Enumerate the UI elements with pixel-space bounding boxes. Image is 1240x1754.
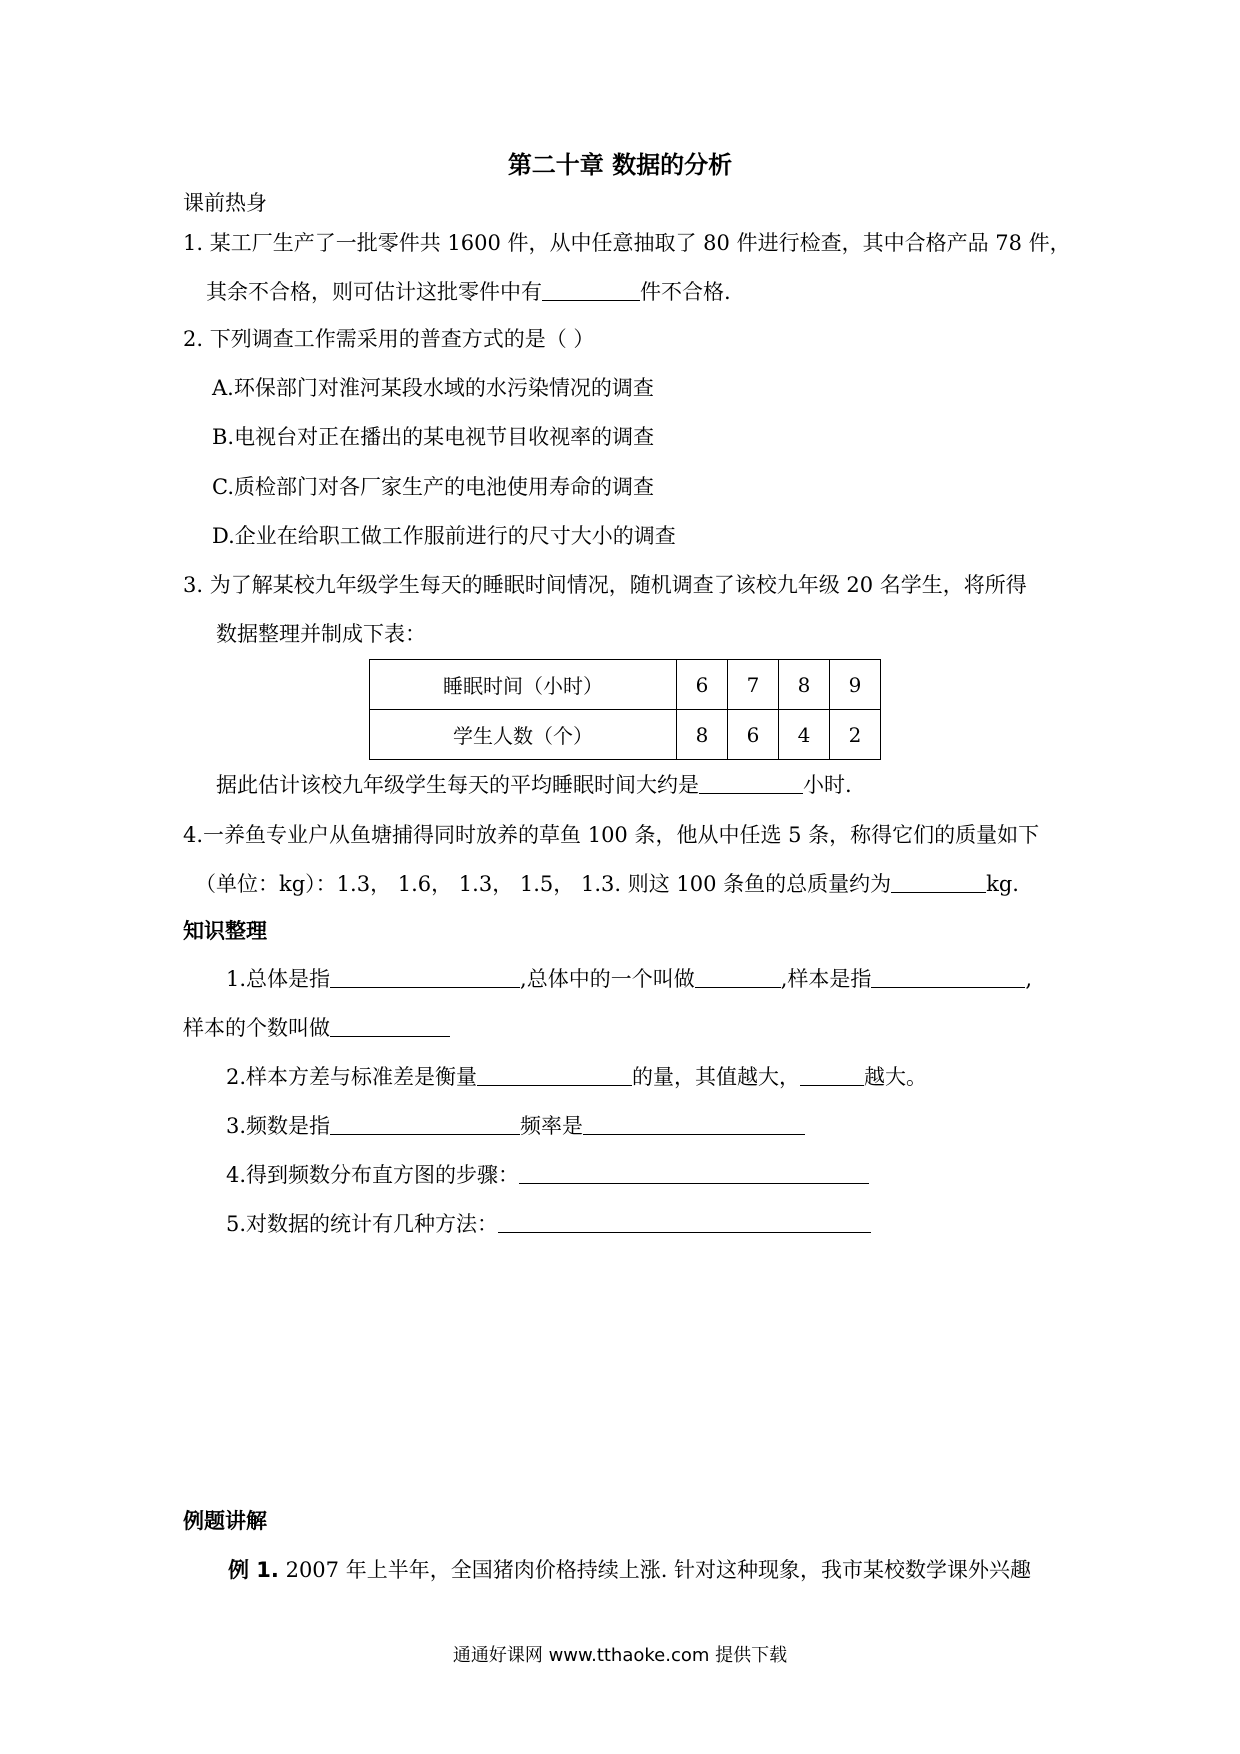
- k2-blank-larger[interactable]: [800, 1065, 864, 1086]
- k1-text-a: 1.总体是指: [226, 967, 331, 991]
- q2-option-b: B.电视台对正在播出的某电视节目收视率的调查: [212, 425, 655, 449]
- k3-text-a: 3.频数是指: [226, 1114, 331, 1138]
- q4-line2: [195, 871, 1019, 897]
- table-row-header-sleep-hours: 睡眠时间（小时）: [370, 660, 677, 710]
- q2-option-a: A.环保部门对淮河某段水域的水污染情况的调查: [212, 376, 654, 400]
- k1-blank-individual[interactable]: [695, 967, 781, 988]
- k1-text-e: 样本的个数叫做: [183, 1016, 330, 1040]
- k5-text: 5.对数据的统计有几种方法：: [226, 1212, 499, 1236]
- table-cell: 2: [830, 710, 881, 760]
- table-cell: 6: [677, 660, 728, 710]
- k2-line: [226, 1064, 927, 1090]
- q3-line2: 数据整理并制成下表：: [216, 622, 426, 646]
- table-cell: 8: [677, 710, 728, 760]
- q1-line2: [206, 279, 731, 305]
- q3-answer-blank[interactable]: [699, 773, 803, 794]
- q4-answer-blank[interactable]: [891, 872, 986, 893]
- q1-answer-blank[interactable]: [542, 280, 640, 301]
- k2-text-b: 的量，其值越大，: [632, 1065, 801, 1089]
- q3-line1: 3. 为了解某校九年级学生每天的睡眠时间情况，随机调查了该校九年级 20 名学生，将所得: [183, 573, 1027, 597]
- table-cell: 9: [830, 660, 881, 710]
- example-1-text: 2007 年上半年，全国猪肉价格持续上涨. 针对这种现象，我市某校数学课外兴趣: [278, 1558, 1032, 1582]
- k1-text-b: ,总体中的一个叫做: [520, 967, 695, 991]
- q3-text-a: 据此估计该校九年级学生每天的平均睡眠时间大约是: [216, 773, 699, 797]
- page-footer: 通通好课网 www.tthaoke.com 提供下载: [452, 1645, 788, 1666]
- k4-blank-steps[interactable]: [519, 1163, 869, 1184]
- sleep-time-table: [369, 659, 881, 760]
- k3-line: [226, 1113, 805, 1139]
- k1-text-d: ,: [1025, 967, 1033, 991]
- table-cell: 8: [779, 660, 830, 710]
- k3-blank-frequency[interactable]: [330, 1114, 520, 1135]
- k1-line2: [183, 1015, 450, 1041]
- table-cell: 4: [779, 710, 830, 760]
- k2-text-c: 越大。: [864, 1065, 928, 1089]
- k3-blank-relative-frequency[interactable]: [583, 1114, 805, 1135]
- table-cell: 7: [728, 660, 779, 710]
- k1-text-c: ,样本是指: [780, 967, 872, 991]
- k1-line: [226, 966, 1032, 992]
- page-title: 第二十章 数据的分析: [507, 151, 733, 179]
- q1-line1: 1. 某工厂生产了一批零件共 1600 件，从中任意抽取了 80 件进行检查，其中合格产品 78 件，: [183, 231, 1071, 255]
- k5-line: [226, 1211, 871, 1237]
- k1-blank-sample-size[interactable]: [330, 1016, 450, 1037]
- k1-blank-sample[interactable]: [871, 967, 1025, 988]
- k5-blank-methods[interactable]: [498, 1212, 871, 1233]
- k4-line: [226, 1162, 869, 1188]
- table-cell: 6: [728, 710, 779, 760]
- q3-line3: [216, 772, 852, 798]
- q2-option-c: C.质检部门对各厂家生产的电池使用寿命的调查: [212, 475, 654, 499]
- example-1: [228, 1557, 1031, 1583]
- table-row: [370, 710, 881, 760]
- section-heading-warmup: 课前热身: [183, 191, 267, 215]
- q2-option-d: D.企业在给职工做工作服前进行的尺寸大小的调查: [212, 524, 676, 548]
- q4-text-b: kg.: [986, 872, 1019, 896]
- k3-text-b: 频率是: [520, 1114, 584, 1138]
- table-row: [370, 660, 881, 710]
- example-1-label: 例 1.: [228, 1558, 279, 1582]
- section-heading-examples: 例题讲解: [183, 1509, 267, 1533]
- table-row-header-student-count: 学生人数（个）: [370, 710, 677, 760]
- q1-text-a: 其余不合格，则可估计这批零件中有: [206, 280, 542, 304]
- k4-text: 4.得到频数分布直方图的步骤：: [226, 1163, 520, 1187]
- section-heading-knowledge: 知识整理: [183, 919, 267, 943]
- q1-text-b: 件不合格.: [640, 280, 731, 304]
- q4-line1: 4.一养鱼专业户从鱼塘捕得同时放养的草鱼 100 条，他从中任选 5 条，称得它们的质量如下: [183, 823, 1040, 847]
- k1-blank-population[interactable]: [330, 967, 520, 988]
- k2-blank-measure[interactable]: [477, 1065, 632, 1086]
- q2-stem: 2. 下列调查工作需采用的普查方式的是（ ）: [183, 327, 595, 351]
- k2-text-a: 2.样本方差与标准差是衡量: [226, 1065, 478, 1089]
- q3-text-b: 小时.: [803, 773, 852, 797]
- q4-text-a: （单位：kg）：1.3， 1.6， 1.3， 1.5， 1.3. 则这 100 条鱼的总质量约为: [195, 872, 892, 896]
